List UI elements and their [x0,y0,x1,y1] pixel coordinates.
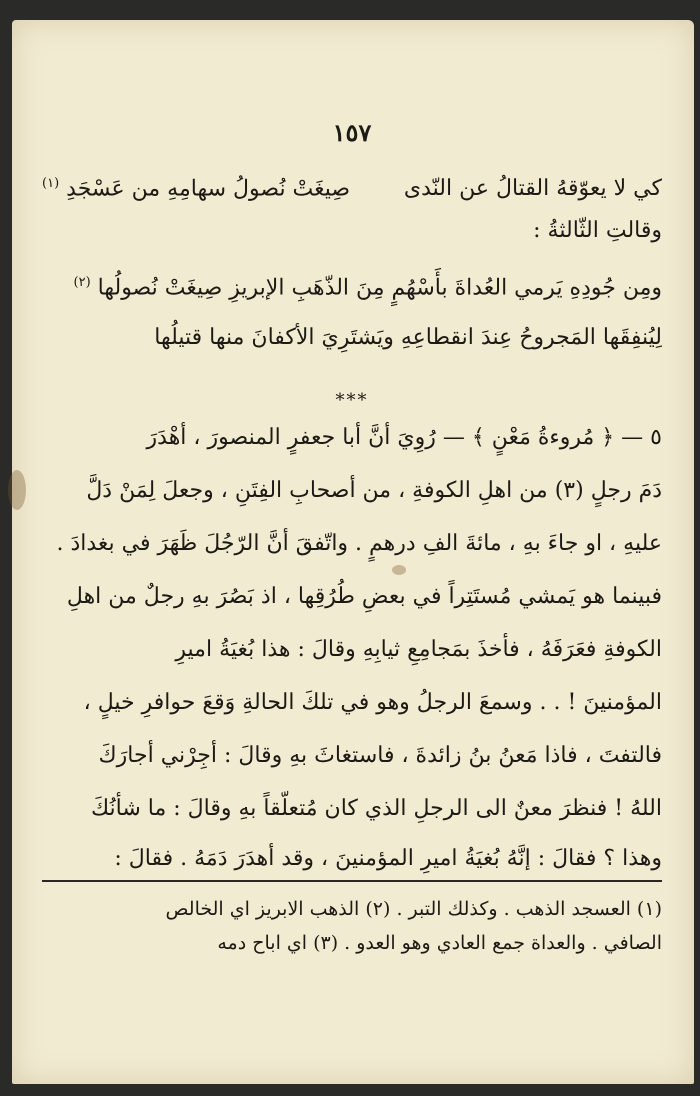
story-line-4: فبينما هو يَمشي مُستَتِراً في بعضِ طُرُقِها ، اذ بَصُرَ بهِ رجلٌ من اهلِ [66,584,662,609]
footnote-ref-2: (٢) [73,275,91,290]
footnote-ref-1: (١) [42,176,60,191]
verse-3: لِيُنفِقَها المَجروحُ عِندَ انقطاعِهِ ويَشتَرِيَ الأكفانَ منها قتيلُها [154,325,662,350]
book-page [12,20,694,1084]
verse-1-left [42,176,350,201]
page-content [42,20,662,1084]
story-line-6: المؤمنينَ ! . . وسمعَ الرجلُ وهو في تلكَ الحالةِ وَقعَ حوافرِ خيلٍ ، [83,690,662,715]
stain-left [8,470,26,510]
story-line-7: فالتفتَ ، فاذا مَعنُ بنُ زائدةَ ، فاستغاثَ بهِ وقالَ : أجِرْني أجارَكَ [98,743,662,768]
verse-2 [42,275,662,300]
footnote-rule [42,880,662,882]
story-line-8: اللهُ ! فنظرَ معنٌ الى الرجلِ الذي كان مُتعلّقاً بهِ وقالَ : ما شأنُكَ [90,796,662,821]
footnote-line-2: الصافي . والعداة جمع العادي وهو العدو . (٣) اي اباح دمه [217,932,662,954]
story-line-2: دَمَ رجلٍ (٣) من اهلِ الكوفةِ ، من أصحابِ الفِتَنِ ، وجعلَ لِمَنْ دَلَّ [86,478,662,503]
verse-1-right: كي لا يعوّقهُ القتالُ عن النّدى [403,176,662,201]
verse-1-left-text: صِيغَتْ نُصولُ سهامِهِ من عَسْجَدِ [66,176,351,202]
footnote-line-1: (١) العسجد الذهب . وكذلك التبر . (٢) الذهب الابريز اي الخالص [165,898,662,920]
section-separator: *** [335,390,369,411]
page-number: ١٥٧ [332,118,372,147]
verse-intro: وقالتِ الثّالثةُ : [533,218,662,243]
story-line-3: عليهِ ، او جاءَ بهِ ، مائةَ الفِ درهمٍ . واتّفقَ أنَّ الرّجُلَ ظَهَرَ في بغدادَ . [56,531,662,556]
verse-2-text: ومِن جُودِهِ يَرمي العُداةَ بأَسْهُمٍ مِنَ الذّهَبِ الإبريزِ صِيغَتْ نُصولُها [97,275,662,301]
story-line-1: ٥ — ﴿ مُروءةُ مَعْنٍ ﴾ — رُوِيَ أنَّ أبا جعفرٍ المنصورَ ، أهْدَرَ [146,425,662,450]
story-line-5: الكوفةِ فعَرَفَهُ ، فأخذَ بمَجامِعِ ثيابِهِ وقالَ : هذا بُغيَةُ اميرِ [175,637,662,662]
story-line-9: وهذا ؟ فقالَ : إنَّهُ بُغيَةُ اميرِ المؤمنينَ ، وقد أهدَرَ دَمَهُ . فقالَ : [114,846,662,871]
